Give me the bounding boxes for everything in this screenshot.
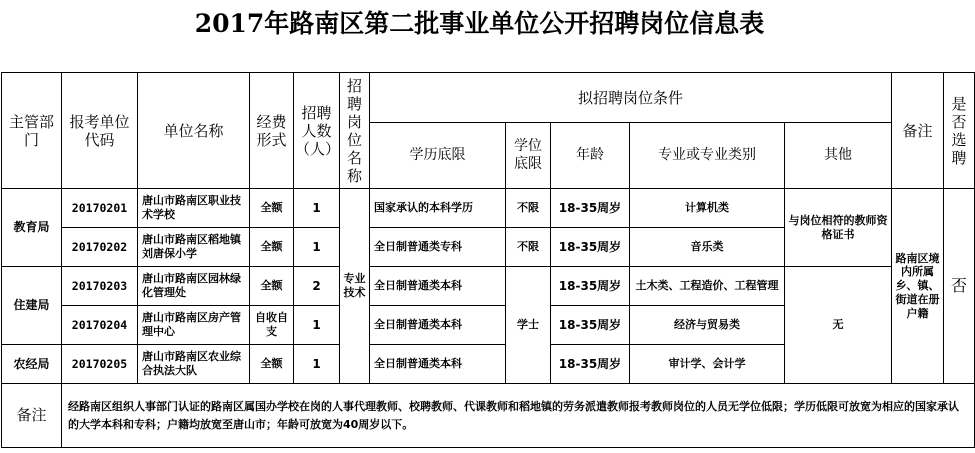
education-cell: 全日制普通类本科 — [370, 267, 506, 306]
unit-cell: 唐山市路南区职业技术学校 — [138, 189, 250, 228]
major-cell: 计算机类 — [630, 189, 785, 228]
unit-cell: 唐山市路南区园林绿化管理处 — [138, 267, 250, 306]
header-funding: 经费形式 — [250, 73, 294, 189]
funding-cell: 全额 — [250, 189, 294, 228]
code-cell: 20170202 — [62, 228, 138, 267]
footer-note: 经路南区组织人事部门认证的路南区属国办学校在岗的人事代理教师、校聘教师、代课教师和稻地镇的劳务派遣教师报考教师岗位的人员无学位低限；学历低限可放宽为相应的国家承认的大学本科和专科；户籍均放宽至唐山市；年龄可放宽为40周岁以下。 — [62, 384, 975, 448]
degree-cell: 不限 — [506, 189, 551, 228]
header-major: 专业或专业类别 — [630, 123, 785, 189]
table-row — [2, 189, 975, 228]
table-row — [2, 267, 975, 306]
education-cell: 全日制普通类本科 — [370, 345, 506, 384]
other-cell: 无 — [785, 267, 892, 384]
code-cell: 20170205 — [62, 345, 138, 384]
major-cell: 音乐类 — [630, 228, 785, 267]
funding-cell: 全额 — [250, 228, 294, 267]
header-age: 年龄 — [551, 123, 630, 189]
header-count: 招聘人数（人） — [294, 73, 340, 189]
age-cell: 18-35周岁 — [551, 345, 630, 384]
count-cell: 2 — [294, 267, 340, 306]
count-cell: 1 — [294, 345, 340, 384]
dept-cell: 住建局 — [2, 267, 62, 345]
major-cell: 土木类、工程造价、工程管理 — [630, 267, 785, 306]
other-cell: 与岗位相符的教师资格证书 — [785, 189, 892, 267]
position-cell: 专业技术 — [340, 189, 370, 384]
header-unit: 单位名称 — [138, 73, 250, 189]
header-degree: 学位底限 — [506, 123, 551, 189]
funding-cell: 自收自支 — [250, 306, 294, 345]
recruitment-table — [1, 72, 975, 448]
age-cell: 18-35周岁 — [551, 306, 630, 345]
funding-cell: 全额 — [250, 267, 294, 306]
dept-cell: 教育局 — [2, 189, 62, 267]
code-cell: 20170203 — [62, 267, 138, 306]
degree-cell: 学士 — [506, 267, 551, 384]
degree-cell: 不限 — [506, 228, 551, 267]
unit-cell: 唐山市路南区农业综合执法大队 — [138, 345, 250, 384]
code-cell: 20170204 — [62, 306, 138, 345]
page-title: 2017年路南区第二批事业单位公开招聘岗位信息表 — [194, 9, 765, 38]
header-position: 招聘岗位名称 — [340, 73, 370, 189]
education-cell: 全日制普通类专科 — [370, 228, 506, 267]
education-cell: 全日制普通类本科 — [370, 306, 506, 345]
funding-cell: 全额 — [250, 345, 294, 384]
count-cell: 1 — [294, 189, 340, 228]
education-cell: 国家承认的本科学历 — [370, 189, 506, 228]
major-cell: 经济与贸易类 — [630, 306, 785, 345]
header-education: 学历底限 — [370, 123, 506, 189]
header-code: 报考单位代码 — [62, 73, 138, 189]
remarks-cell: 路南区境内所属乡、镇、街道在册户籍 — [892, 189, 944, 384]
age-cell: 18-35周岁 — [551, 267, 630, 306]
major-cell: 审计学、会计学 — [630, 345, 785, 384]
age-cell: 18-35周岁 — [551, 228, 630, 267]
count-cell: 1 — [294, 306, 340, 345]
dept-cell: 农经局 — [2, 345, 62, 384]
select-cell: 否 — [944, 189, 975, 384]
footer-label: 备注 — [2, 384, 62, 448]
header-dept: 主管部门 — [2, 73, 62, 189]
header-remarks: 备注 — [892, 73, 944, 189]
unit-cell: 唐山市路南区稻地镇刘唐保小学 — [138, 228, 250, 267]
header-conditions: 拟招聘岗位条件 — [370, 73, 892, 123]
code-cell: 20170201 — [62, 189, 138, 228]
header-other: 其他 — [785, 123, 892, 189]
unit-cell: 唐山市路南区房产管理中心 — [138, 306, 250, 345]
footer-row — [2, 384, 975, 448]
age-cell: 18-35周岁 — [551, 189, 630, 228]
count-cell: 1 — [294, 228, 340, 267]
header-select: 是否选聘 — [944, 73, 975, 189]
